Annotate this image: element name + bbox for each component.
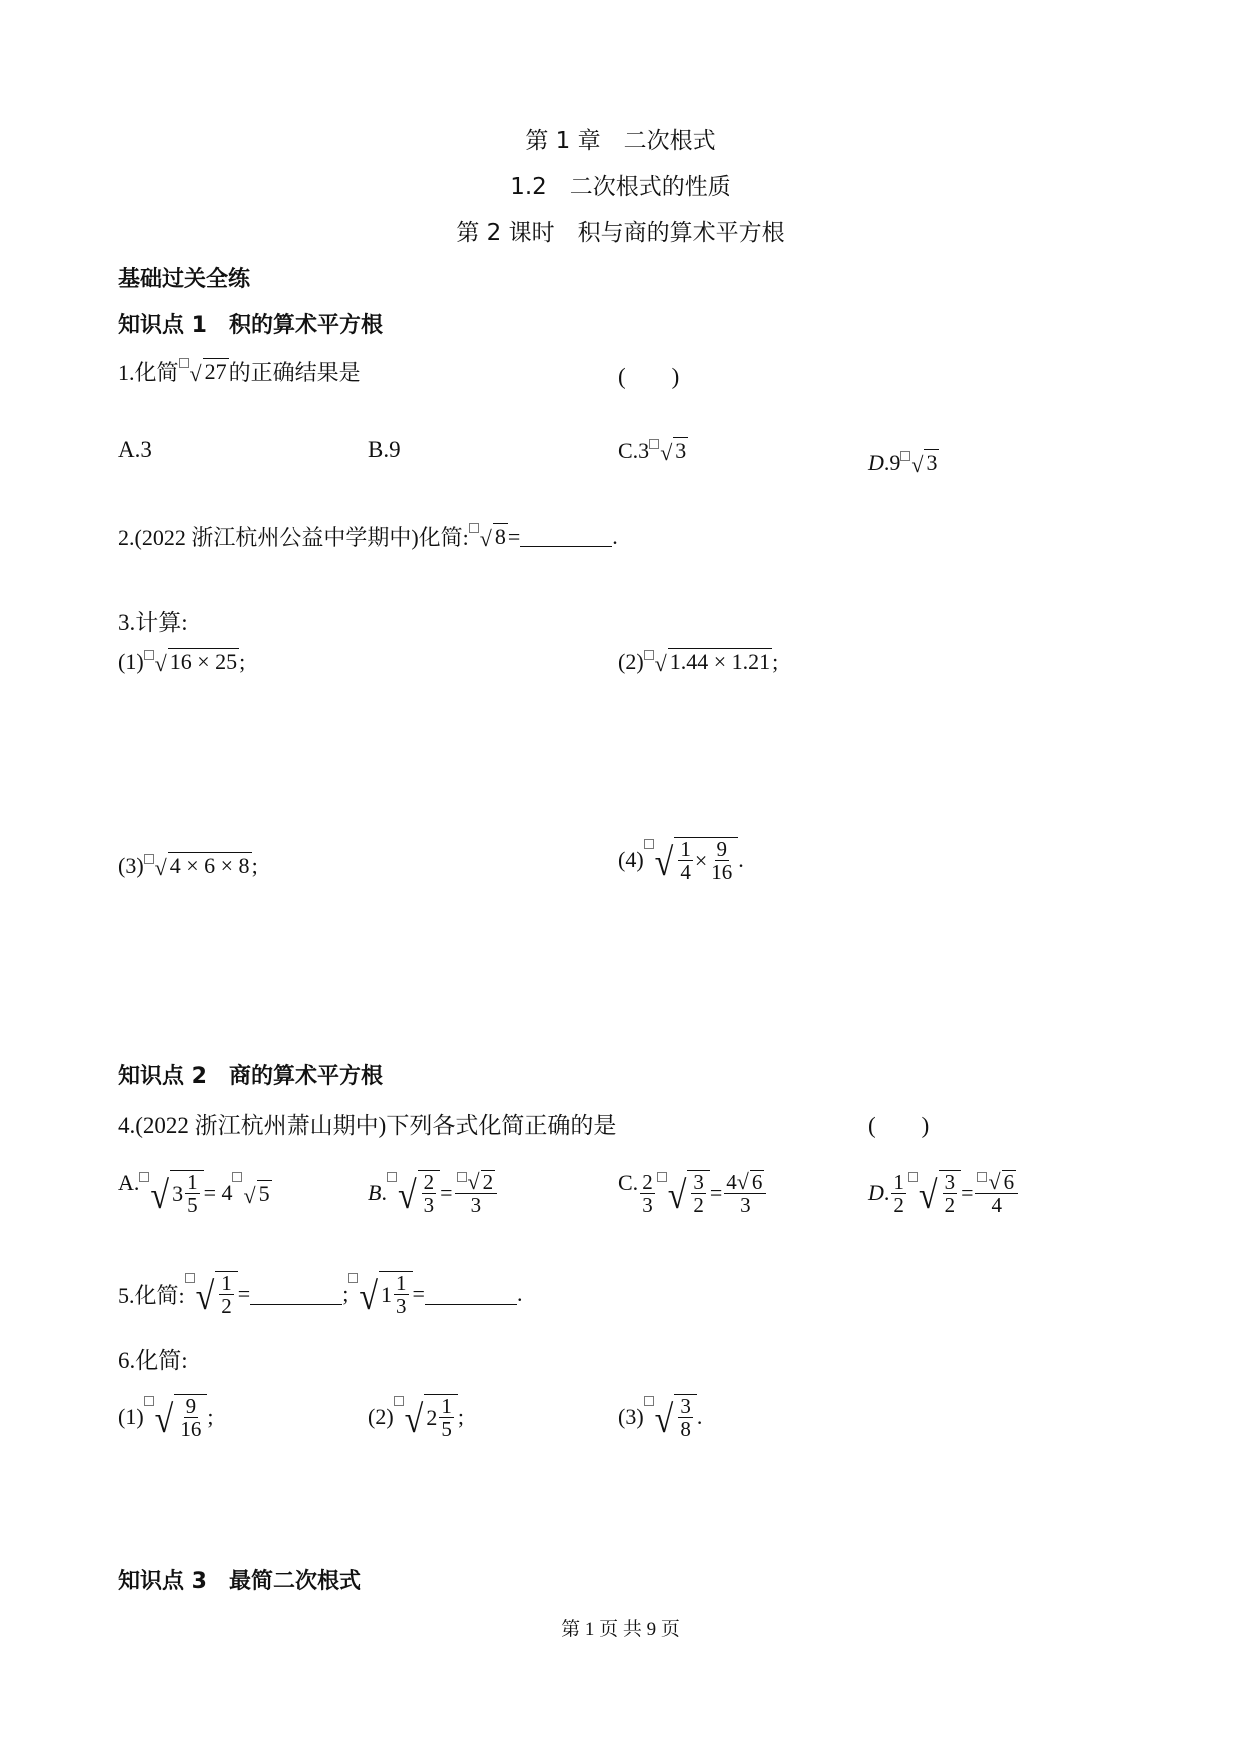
times-operator: × [694, 847, 708, 873]
radicand [215, 1271, 238, 1317]
placeholder-box-icon [179, 358, 189, 368]
placeholder-box-icon [657, 1172, 667, 1182]
denominator: 16 [711, 860, 733, 885]
option-label: C. [618, 1170, 639, 1195]
part-end: ; [207, 1404, 214, 1430]
answer-blank[interactable] [520, 526, 612, 547]
option-label: B [368, 1180, 382, 1206]
placeholder-box-icon [977, 1172, 987, 1182]
sqrt-expression: √ $\frac{1}{4}$ × $\frac{9}{16}$ [655, 837, 739, 883]
radicand: 2 [482, 1170, 494, 1194]
denominator: 3 [740, 1193, 751, 1218]
part-end: . [738, 847, 744, 873]
placeholder-box-icon [185, 1273, 195, 1283]
numerator: 1 [221, 1271, 232, 1295]
equals: = [440, 1180, 453, 1206]
question-2 [118, 521, 618, 552]
separator: ; [342, 1281, 349, 1307]
radicand: 27 [204, 359, 227, 384]
whole-number: 3 [172, 1180, 184, 1206]
numerator: 2 [423, 1170, 435, 1194]
fraction [709, 838, 734, 883]
q6-prefix: 6.化简: [118, 1348, 188, 1373]
radicand [170, 1170, 204, 1216]
equals: = [961, 1180, 974, 1206]
fraction [724, 1170, 766, 1216]
q6-part-3 [618, 1394, 702, 1440]
placeholder-box-icon [644, 650, 654, 660]
fraction [219, 1272, 234, 1317]
radicand [174, 1394, 207, 1440]
q3-prefix: 3.计算: [118, 610, 188, 635]
part-label: (4) [618, 847, 644, 873]
radicand [687, 1170, 710, 1216]
coefficient: 4 [726, 1169, 737, 1194]
fraction [943, 1171, 958, 1216]
sqrt-expression: √ 27 [189, 359, 227, 386]
sqrt-expression: √ 2 $\frac{1}{5}$ [405, 1394, 458, 1440]
sqrt-expression: √ 2 [467, 1169, 494, 1195]
q1-option-b: B.9 [368, 437, 401, 462]
part-end: . [696, 1404, 703, 1430]
placeholder-box-icon [139, 1172, 149, 1182]
q1-option-c [618, 437, 688, 464]
part-label: (3) [118, 852, 144, 878]
equals: = [507, 523, 521, 549]
radicand: 1.44 × 1.21 [669, 649, 771, 674]
numerator: 3 [680, 1394, 691, 1418]
numerator: 3 [693, 1170, 704, 1194]
sqrt-expression: √ 1 $\frac{1}{3}$ [359, 1271, 412, 1317]
option-label: D [868, 1180, 884, 1206]
fraction [640, 1171, 655, 1216]
placeholder-box-icon [649, 439, 659, 449]
radicand: 3 [675, 438, 687, 463]
q4-option-b [368, 1170, 499, 1216]
radicand [674, 1394, 697, 1440]
q4-option-c [618, 1170, 768, 1216]
placeholder-box-icon [469, 523, 479, 533]
kp2-heading: 知识点 2 商的算术平方根 [118, 1064, 383, 1089]
whole-number: 2 [426, 1404, 438, 1430]
sqrt-expression: √ 3 [911, 450, 938, 477]
q1-option-d [868, 449, 939, 476]
placeholder-box-icon [348, 1273, 358, 1283]
radicand [424, 1394, 458, 1440]
part-end: ; [239, 648, 246, 674]
placeholder-box-icon [457, 1172, 467, 1182]
equals: = [709, 1180, 723, 1206]
sqrt-expression: √ 6 [988, 1169, 1015, 1195]
denominator: 2 [693, 1193, 704, 1218]
sqrt-expression: √ 5 [243, 1180, 270, 1208]
sqrt-expression: √ $\frac{3}{8}$ [655, 1394, 697, 1440]
q4-option-d [868, 1170, 1020, 1216]
part-label: (2) [618, 648, 644, 674]
radicand [939, 1170, 962, 1216]
part-label: (1) [118, 648, 144, 674]
denominator: 3 [642, 1192, 653, 1217]
q5-prefix: 5.化简: [118, 1282, 185, 1308]
radicand [418, 1170, 441, 1216]
fraction [439, 1395, 454, 1440]
placeholder-box-icon [644, 1396, 654, 1406]
radicand: 8 [494, 524, 506, 549]
radicand: 5 [258, 1180, 270, 1206]
radicand [379, 1271, 413, 1317]
numerator: 1 [187, 1170, 198, 1194]
option-d-coef: .9 [883, 449, 901, 475]
denominator: 16 [180, 1417, 202, 1442]
placeholder-box-icon [908, 1172, 918, 1182]
kp1-heading: 知识点 1 积的算术平方根 [118, 313, 383, 338]
numerator: 9 [185, 1394, 197, 1418]
numerator: 2 [642, 1169, 653, 1194]
part-end: ; [251, 852, 258, 878]
radicand [674, 837, 738, 883]
answer-blank-1[interactable] [250, 1284, 342, 1305]
section-title: 1.2 二次根式的性质 [510, 174, 731, 200]
kp3-heading: 知识点 3 最简二次根式 [118, 1569, 361, 1594]
denominator: 3 [396, 1294, 407, 1319]
placeholder-box-icon [387, 1172, 397, 1182]
q3-part-1 [118, 648, 245, 675]
fraction [394, 1272, 409, 1317]
fraction [178, 1395, 203, 1440]
option-d-label: D [868, 449, 884, 475]
q6-part-1 [118, 1394, 213, 1440]
equals: = 4 [203, 1180, 233, 1206]
fraction [691, 1171, 706, 1216]
answer-blank-2[interactable] [425, 1284, 517, 1305]
radicand: 3 [926, 450, 938, 475]
sqrt-expression: √ 4 × 6 × 8 [154, 853, 250, 880]
sqrt-expression: √ 3 $\frac{1}{5}$ [150, 1170, 203, 1216]
sqrt-expression: √ $\frac{9}{16}$ [155, 1394, 208, 1440]
denominator: 2 [221, 1294, 232, 1319]
q4-option-a [118, 1170, 272, 1216]
fraction [185, 1171, 200, 1216]
sqrt-expression: √ 16 × 25 [154, 649, 238, 676]
fraction [455, 1170, 498, 1216]
denominator: 8 [680, 1417, 691, 1442]
option-dot: . [883, 1180, 890, 1206]
q3-part-3 [118, 852, 258, 879]
placeholder-box-icon [232, 1172, 242, 1182]
denominator: 2 [944, 1193, 956, 1218]
placeholder-box-icon [644, 839, 654, 849]
option-label: A. [118, 1170, 140, 1195]
radicand: 6 [1003, 1170, 1015, 1194]
radicand: 6 [751, 1170, 763, 1194]
part-label: (3) [618, 1404, 644, 1430]
q3-part-2 [618, 648, 778, 675]
radicand: 4 × 6 × 8 [169, 853, 250, 878]
part-end: ; [772, 648, 779, 674]
sqrt-expression: √ 6 [736, 1169, 763, 1195]
equals: = [237, 1281, 251, 1307]
denominator: 3 [423, 1193, 435, 1218]
end-period: . [516, 1281, 523, 1307]
denominator: 5 [441, 1417, 452, 1442]
fraction [678, 838, 693, 883]
q1-prefix: 1.化简 [118, 360, 179, 385]
q3-part-4 [618, 837, 744, 883]
placeholder-box-icon [144, 1396, 154, 1406]
part-label: (2) [368, 1404, 394, 1430]
numerator [975, 1170, 1018, 1194]
q2-prefix: 2.(2022 浙江杭州公益中学期中)化简: [118, 525, 469, 550]
fraction [422, 1171, 437, 1216]
end-period: . [612, 523, 618, 549]
numerator: 1 [893, 1169, 904, 1194]
fraction [678, 1395, 693, 1440]
numerator: 1 [441, 1394, 452, 1418]
numerator [455, 1170, 498, 1194]
fraction [975, 1170, 1018, 1216]
lesson-title: 第 2 课时 积与商的算术平方根 [456, 220, 785, 246]
question-1 [118, 356, 361, 387]
numerator: 3 [944, 1170, 956, 1194]
page-footer: 第 1 页 共 9 页 [561, 1619, 680, 1640]
part-label: (1) [118, 1404, 144, 1430]
q4-prefix: 4.(2022 浙江杭州萧山期中)下列各式化简正确的是 [118, 1113, 617, 1138]
sqrt-expression: √ 8 [479, 524, 506, 551]
numerator: 1 [396, 1271, 407, 1295]
q1-option-a: A.3 [118, 437, 152, 462]
placeholder-box-icon [144, 650, 154, 660]
whole-number: 1 [381, 1281, 393, 1307]
numerator: 9 [716, 837, 727, 861]
radicand: 16 × 25 [169, 649, 238, 674]
fraction [891, 1171, 906, 1216]
chapter-title: 第 1 章 二次根式 [525, 128, 716, 154]
q1-answer-paren: ( ) [618, 364, 680, 389]
sqrt-expression: √ $\frac{3}{2}$ [919, 1170, 961, 1216]
q4-answer-paren: ( ) [868, 1113, 930, 1138]
equals: = [412, 1281, 425, 1307]
sqrt-expression: √ $\frac{1}{2}$ [196, 1271, 238, 1317]
sqrt-expression: √ $\frac{3}{2}$ [668, 1170, 710, 1216]
group-heading: 基础过关全练 [118, 267, 251, 292]
q1-suffix: 的正确结果是 [228, 360, 361, 385]
numerator [724, 1170, 766, 1194]
sqrt-expression: √ 3 [660, 438, 687, 465]
sqrt-expression: √ 1.44 × 1.21 [654, 649, 771, 676]
question-5 [118, 1271, 522, 1317]
placeholder-box-icon [900, 451, 910, 461]
denominator: 5 [187, 1193, 198, 1218]
denominator: 4 [680, 860, 691, 885]
numerator: 1 [680, 837, 691, 861]
part-end: ; [457, 1404, 464, 1430]
denominator: 4 [991, 1193, 1003, 1218]
denominator: 3 [470, 1193, 482, 1218]
denominator: 2 [893, 1192, 904, 1217]
sqrt-expression: √ $\frac{2}{3}$ [398, 1170, 440, 1216]
q6-part-2 [368, 1394, 464, 1440]
placeholder-box-icon [144, 854, 154, 864]
option-c-prefix: C.3 [618, 437, 650, 463]
option-dot: . [381, 1180, 387, 1206]
placeholder-box-icon [394, 1396, 404, 1406]
